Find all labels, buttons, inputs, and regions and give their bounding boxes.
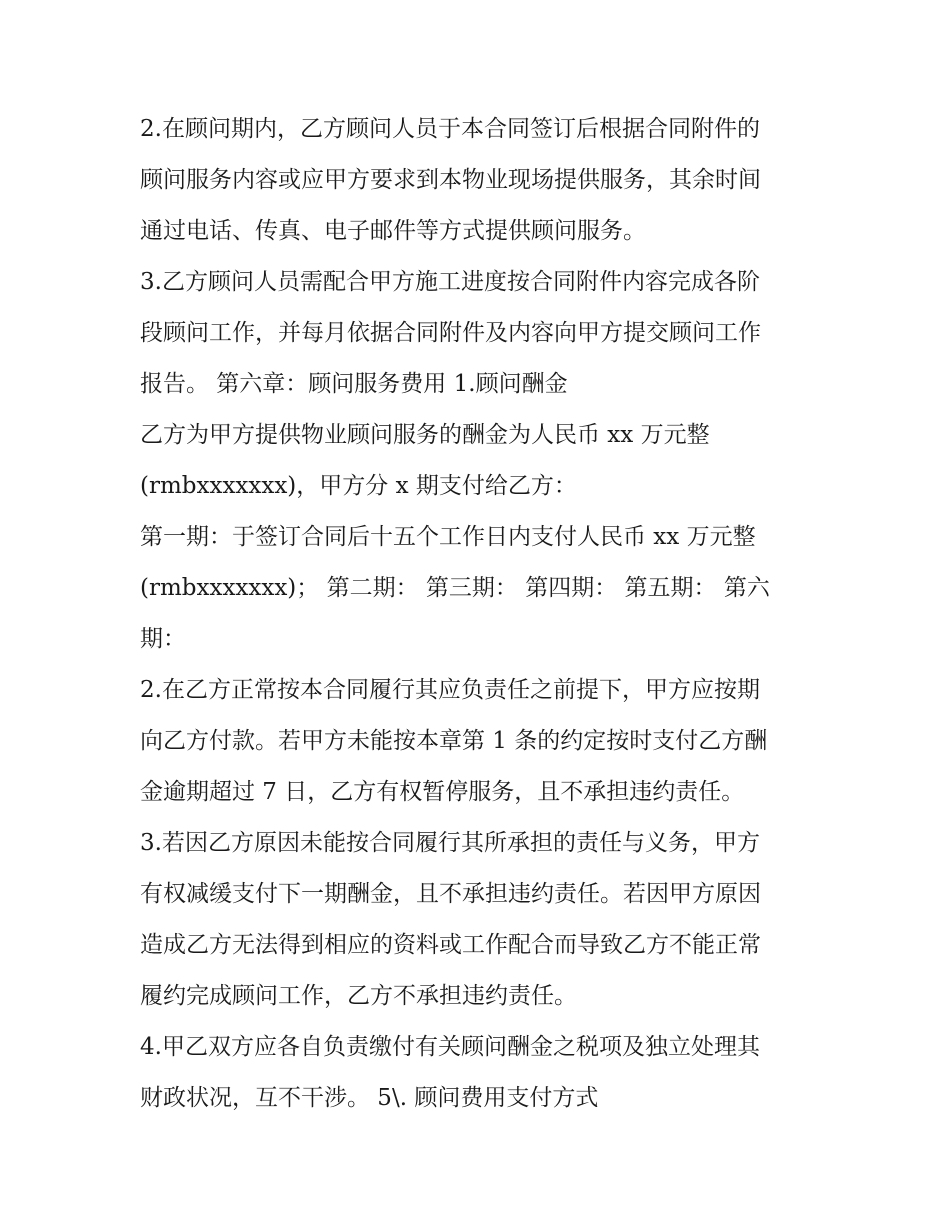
document-body bbox=[140, 104, 820, 1124]
text-line: 乙方为甲方提供物业顾问服务的酬金为人民币 xx 万元整 bbox=[140, 422, 710, 448]
text-line: 向乙方付款。若甲方未能按本章第 1 条的约定按时支付乙方酬 bbox=[140, 728, 768, 754]
text-line: 造成乙方无法得到相应的资料或工作配合而导致乙方不能正常 bbox=[140, 932, 761, 958]
text-line: 3.若因乙方原因未能按合同履行其所承担的责任与义务，甲方 bbox=[140, 830, 760, 856]
text-line: 金逾期超过 7 日，乙方有权暂停服务，且不承担违约责任。 bbox=[140, 779, 745, 805]
text-line: 顾问服务内容或应甲方要求到本物业现场提供服务，其余时间 bbox=[140, 167, 761, 193]
text-line: 有权减缓支付下一期酬金，且不承担违约责任。若因甲方原因 bbox=[140, 881, 761, 907]
text-line: 期： bbox=[140, 626, 186, 652]
text-line: 2.在顾问期内，乙方顾问人员于本合同签订后根据合同附件的 bbox=[140, 116, 760, 142]
text-line: 报告。 第六章：顾问服务费用 1.顾问酬金 bbox=[140, 371, 568, 397]
text-line: 4.甲乙双方应各自负责缴付有关顾问酬金之税项及独立处理其 bbox=[140, 1034, 760, 1060]
text-line: (rmbxxxxxxx)； 第二期： 第三期： 第四期： 第五期： 第六 bbox=[140, 575, 770, 601]
text-line: (rmbxxxxxxx)，甲方分 x 期支付给乙方： bbox=[140, 473, 577, 499]
text-line: 履约完成顾问工作，乙方不承担违约责任。 bbox=[140, 983, 577, 1009]
text-line: 第一期：于签订合同后十五个工作日内支付人民币 xx 万元整 bbox=[140, 524, 756, 550]
text-line: 财政状况，互不干涉。 5\. 顾问费用支付方式 bbox=[140, 1085, 599, 1111]
text-line: 段顾问工作，并每月依据合同附件及内容向甲方提交顾问工作 bbox=[140, 320, 761, 346]
text-line: 通过电话、传真、电子邮件等方式提供顾问服务。 bbox=[140, 218, 646, 244]
text-line: 2.在乙方正常按本合同履行其应负责任之前提下，甲方应按期 bbox=[140, 677, 760, 703]
text-line: 3.乙方顾问人员需配合甲方施工进度按合同附件内容完成各阶 bbox=[140, 269, 760, 295]
